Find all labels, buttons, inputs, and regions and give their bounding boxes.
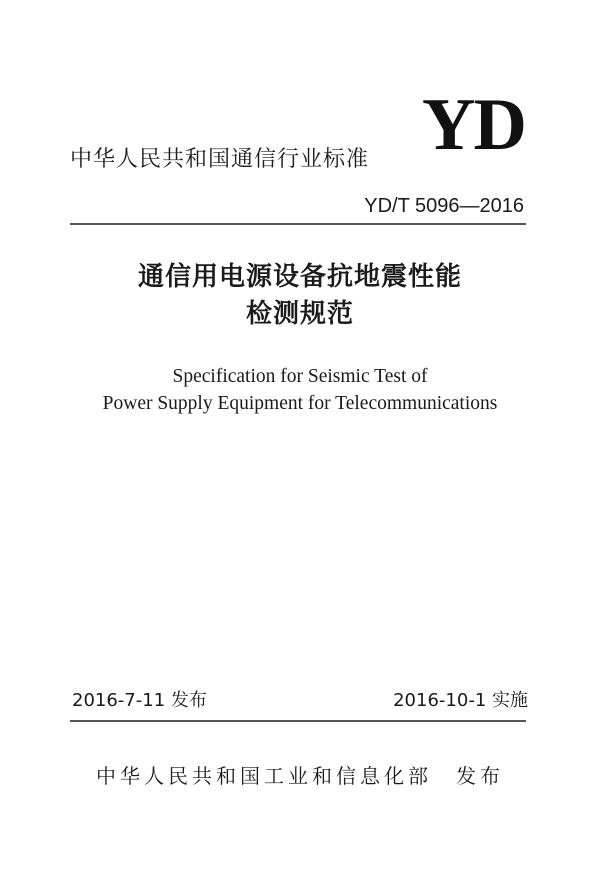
english-title-line-1: Specification for Seismic Test of — [172, 366, 428, 387]
issue-date: 2016-7-11 发布 — [72, 690, 207, 711]
title-line-1: 通信用电源设备抗地震性能 — [137, 262, 462, 292]
publisher: 中华人民共和国工业和信息化部 发布 — [96, 764, 504, 788]
english-title-line-2: Power Supply Equipment for Telecommunications — [102, 393, 498, 414]
bottom-divider — [70, 720, 526, 722]
implementation-date: 2016-10-1 实施 — [393, 690, 528, 711]
standard-code: YD/T 5096—2016 — [364, 195, 524, 217]
title-line-2: 检测规范 — [245, 299, 354, 329]
top-divider — [70, 223, 526, 225]
yd-logo: YD — [422, 84, 525, 166]
standard-category: 中华人民共和国通信行业标准 — [70, 147, 370, 172]
